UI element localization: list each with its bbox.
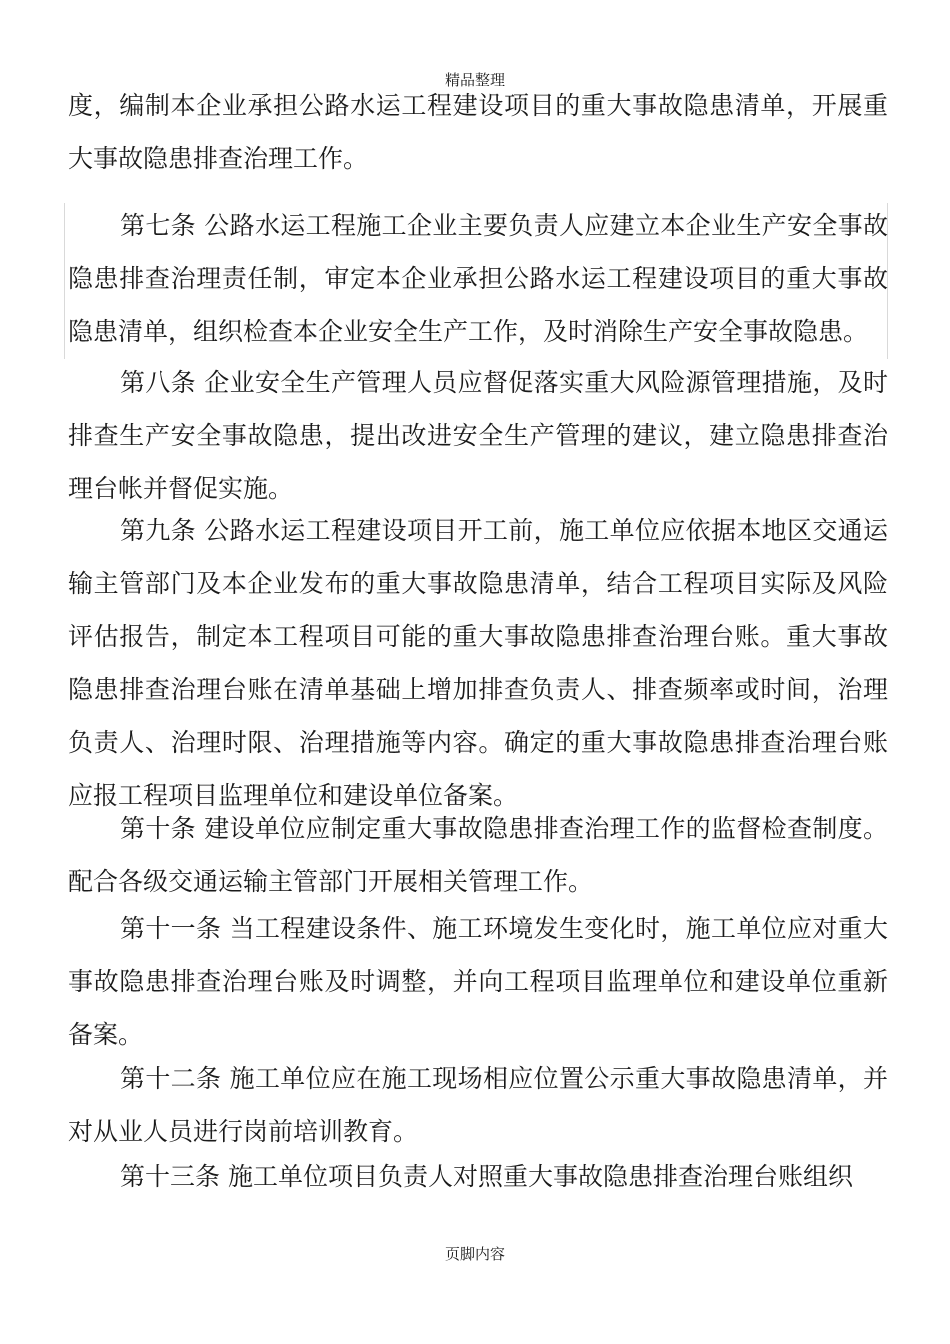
article-9: 第九条 公路水运工程建设项目开工前，施工单位应依据本地区交通运输主管部门及本企业发布的重大事故隐患清单，结合工程项目实际及风险评估报告，制定本工程项目可能的重大事故隐患排查治理台账。重大事故隐患排查治理台账在清单基础上增加排查负责人、排查频率或时间，治理负责人、治理时限、治理措施等内容。确定的重大事故隐患排查治理台账应报工程项目监理单位和建设单位备案。 <box>68 516 888 810</box>
article-13: 第十三条 施工单位项目负责人对照重大事故隐患排查治理台账组织 <box>120 1162 853 1191</box>
article-11: 第十一条 当工程建设条件、施工环境发生变化时，施工单位应对重大事故隐患排查治理台账及时调整，并向工程项目监理单位和建设单位重新备案。 <box>68 914 888 1049</box>
article-7: 第七条 公路水运工程施工企业主要负责人应建立本企业生产安全事故隐患排查治理责任制，审定本企业承担公路水运工程建设项目的重大事故隐患清单，组织检查本企业安全生产工作，及时消除生产安全事故隐患。 <box>68 211 888 346</box>
page-footer: 页脚内容 <box>444 1245 505 1263</box>
article-8: 第八条 企业安全生产管理人员应督促落实重大风险源管理措施，及时排查生产安全事故隐患，提出改进安全生产管理的建议，建立隐患排查治理台帐并督促实施。 <box>68 368 888 503</box>
page-header: 精品整理 <box>444 71 505 89</box>
article-12: 第十二条 施工单位应在施工现场相应位置公示重大事故隐患清单，并对从业人员进行岗前培训教育。 <box>68 1064 888 1146</box>
article-10: 第十条 建设单位应制定重大事故隐患排查治理工作的监督检查制度。配合各级交通运输主管部门开展相关管理工作。 <box>68 814 888 896</box>
paragraph-continued: 度，编制本企业承担公路水运工程建设项目的重大事故隐患清单，开展重大事故隐患排查治理工作。 <box>68 91 888 173</box>
